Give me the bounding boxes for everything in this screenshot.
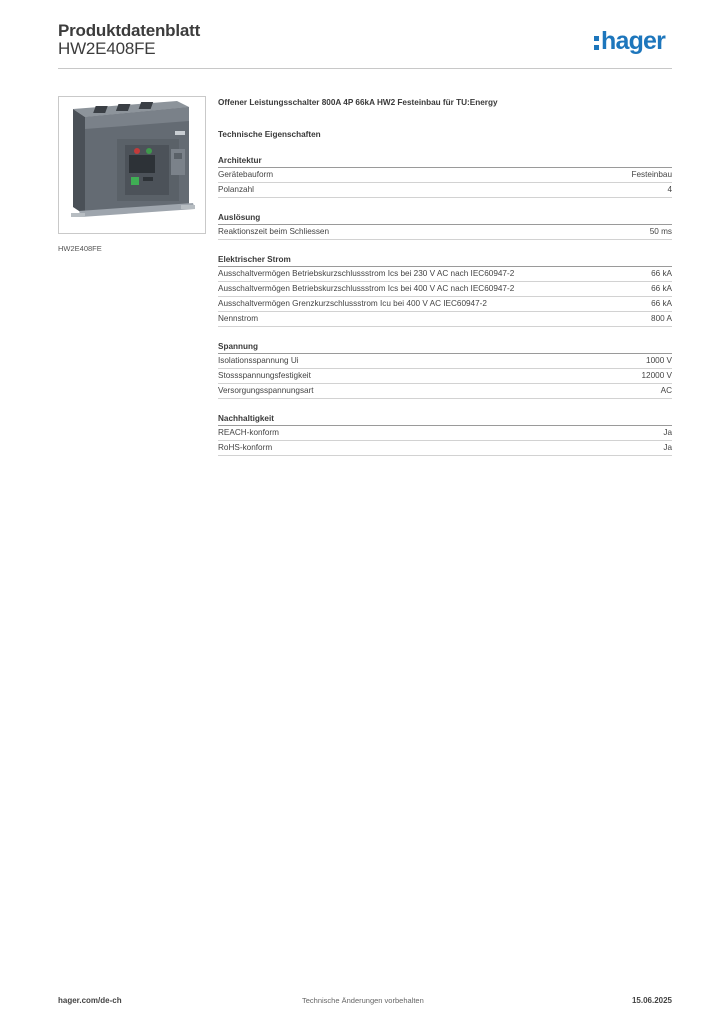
spec-row [218, 369, 672, 384]
spec-group-spannung [218, 341, 672, 399]
spec-row [218, 183, 672, 198]
spec-label: Ausschaltvermögen Betriebskurzschlussstrom Ics bei 230 V AC nach IEC60947-2 [218, 269, 515, 278]
hager-logo [594, 26, 665, 56]
group-title: Spannung [218, 341, 672, 354]
spec-group-architektur [218, 155, 672, 198]
footer-website-link[interactable]: hager.com/de-ch [58, 996, 122, 1005]
spec-label: Ausschaltvermögen Grenzkurzschlussstrom Icu bei 400 V AC IEC60947-2 [218, 299, 487, 308]
spec-row [218, 426, 672, 441]
footer-disclaimer: Technische Änderungen vorbehalten [302, 996, 424, 1005]
spec-value: Ja [663, 428, 672, 437]
product-code-heading: HW2E408FE [58, 39, 156, 58]
image-caption: HW2E408FE [58, 244, 102, 253]
spec-row [218, 168, 672, 183]
page-title: Produktdatenblatt [58, 21, 201, 40]
spec-value: Ja [663, 443, 672, 452]
spec-label: Isolationsspannung Ui [218, 356, 299, 365]
spec-row [218, 312, 672, 327]
spec-row [218, 384, 672, 399]
logo-wordmark: hager [601, 26, 666, 55]
spec-row [218, 354, 672, 369]
spec-label: REACH-konform [218, 428, 279, 437]
spec-label: Polanzahl [218, 185, 254, 194]
spec-value: 800 A [651, 314, 672, 323]
spec-row [218, 297, 672, 312]
spec-value: Festeinbau [631, 170, 672, 179]
spec-label: Gerätebauform [218, 170, 274, 179]
spec-group-ausloesung [218, 212, 672, 240]
spec-row [218, 441, 672, 456]
group-title: Nachhaltigkeit [218, 413, 672, 426]
specifications-panel [218, 96, 672, 456]
product-image [58, 96, 206, 234]
circuit-breaker-illustration [59, 97, 205, 233]
spec-row [218, 282, 672, 297]
spec-label: Ausschaltvermögen Betriebskurzschlussstrom Ics bei 400 V AC nach IEC60947-2 [218, 284, 515, 293]
spec-value: 4 [667, 185, 672, 194]
spec-value: 1000 V [646, 356, 672, 365]
spec-value: 12000 V [641, 371, 672, 380]
header-divider [58, 68, 672, 69]
product-description: Offener Leistungsschalter 800A 4P 66kA HW2 Festeinbau für TU:Energy [218, 98, 498, 107]
logo-colon-icon [594, 36, 599, 50]
spec-value: 66 kA [651, 284, 672, 293]
group-title: Auslösung [218, 212, 672, 225]
spec-value: 66 kA [651, 269, 672, 278]
section-heading: Technische Eigenschaften [218, 130, 321, 139]
spec-label: Reaktionszeit beim Schliessen [218, 227, 330, 236]
spec-group-nachhaltigkeit [218, 413, 672, 456]
spec-row [218, 267, 672, 282]
group-title: Architektur [218, 155, 672, 168]
spec-label: Versorgungsspannungsart [218, 386, 314, 395]
spec-label: Stossspannungsfestigkeit [218, 371, 311, 380]
spec-value: AC [660, 386, 672, 395]
spec-value: 66 kA [651, 299, 672, 308]
footer-date: 15.06.2025 [631, 996, 672, 1005]
group-title: Elektrischer Strom [218, 254, 672, 267]
spec-group-elektrischer-strom [218, 254, 672, 327]
spec-label: Nennstrom [218, 314, 259, 323]
spec-label: RoHS-konform [218, 443, 273, 452]
spec-value: 50 ms [649, 227, 672, 236]
spec-row [218, 225, 672, 240]
